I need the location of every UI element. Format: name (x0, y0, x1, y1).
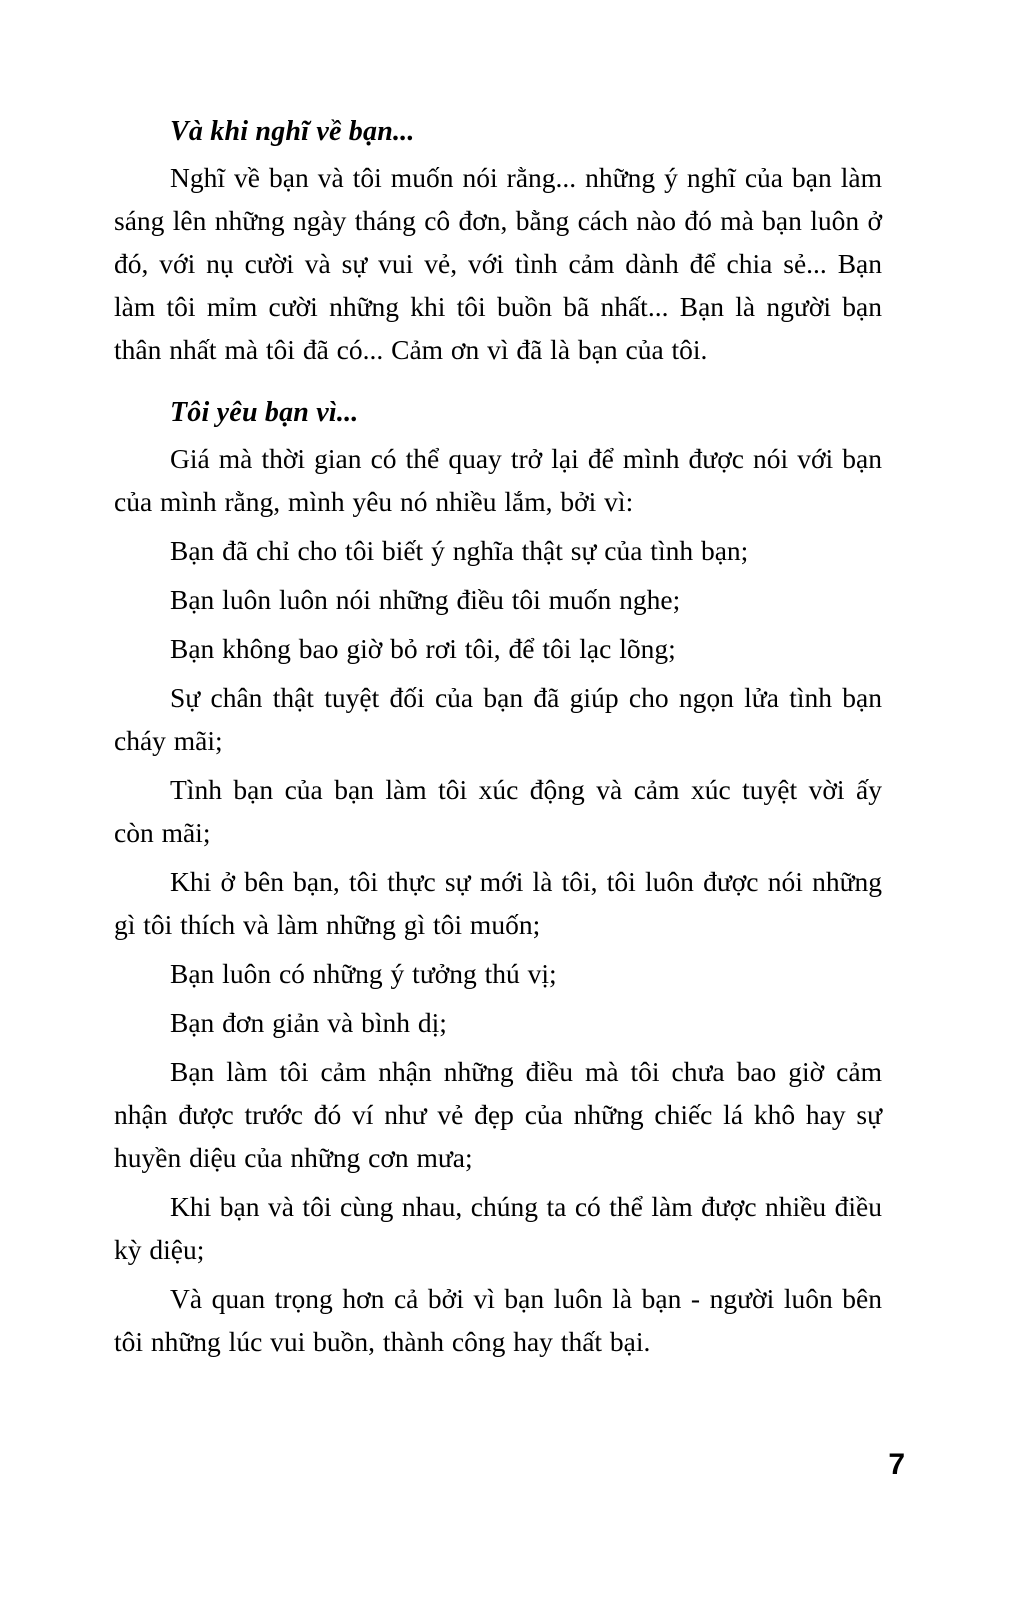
paragraph-reason-11: Và quan trọng hơn cả bởi vì bạn luôn là bạn - người luôn bên tôi những lúc vui buồn, thành công hay thất bại. (114, 1283, 882, 1357)
section-heading-thinking-of-you: Và khi nghĩ về bạn... (170, 116, 415, 147)
paragraph-reason-4: Sự chân thật tuyệt đối của bạn đã giúp cho ngọn lửa tình bạn cháy mãi; (114, 682, 882, 756)
section-heading-i-love-you-because: Tôi yêu bạn vì... (170, 397, 359, 428)
paragraph-intro: Giá mà thời gian có thể quay trở lại để mình được nói với bạn của mình rằng, mình yêu nó nhiều lắm, bởi vì: (114, 443, 882, 517)
paragraph-reason-3: Bạn không bao giờ bỏ rơi tôi, để tôi lạc lõng; (170, 633, 676, 664)
paragraph-reason-2: Bạn luôn luôn nói những điều tôi muốn nghe; (170, 584, 681, 615)
paragraph-reason-9: Bạn làm tôi cảm nhận những điều mà tôi chưa bao giờ cảm nhận được trước đó ví như vẻ đẹp của những chiếc lá khô hay sự huyền diệu của những cơn mưa; (114, 1056, 882, 1173)
paragraph-thinking-of-you: Nghĩ về bạn và tôi muốn nói rằng... những ý nghĩ của bạn làm sáng lên những ngày tháng cô đơn, bằng cách nào đó mà bạn luôn ở đó, với nụ cười và sự vui vẻ, với tình cảm dành để chia sẻ... Bạn làm tôi mỉm cười những khi tôi buồn bã nhất... Bạn là người bạn thân nhất mà tôi đã có... Cảm ơn vì đã là bạn của tôi. (114, 162, 882, 365)
page-number: 7 (888, 1448, 905, 1481)
paragraph-reason-6: Khi ở bên bạn, tôi thực sự mới là tôi, tôi luôn được nói những gì tôi thích và làm những gì tôi muốn; (114, 866, 882, 940)
paragraph-reason-8: Bạn đơn giản và bình dị; (170, 1007, 447, 1038)
paragraph-reason-7: Bạn luôn có những ý tưởng thú vị; (170, 958, 557, 989)
paragraph-reason-5: Tình bạn của bạn làm tôi xúc động và cảm xúc tuyệt vời ấy còn mãi; (114, 774, 882, 848)
paragraph-reason-1: Bạn đã chỉ cho tôi biết ý nghĩa thật sự của tình bạn; (170, 535, 749, 566)
text-block (114, 116, 882, 1369)
paragraph-reason-10: Khi bạn và tôi cùng nhau, chúng ta có thể làm được nhiều điều kỳ diệu; (114, 1191, 882, 1265)
